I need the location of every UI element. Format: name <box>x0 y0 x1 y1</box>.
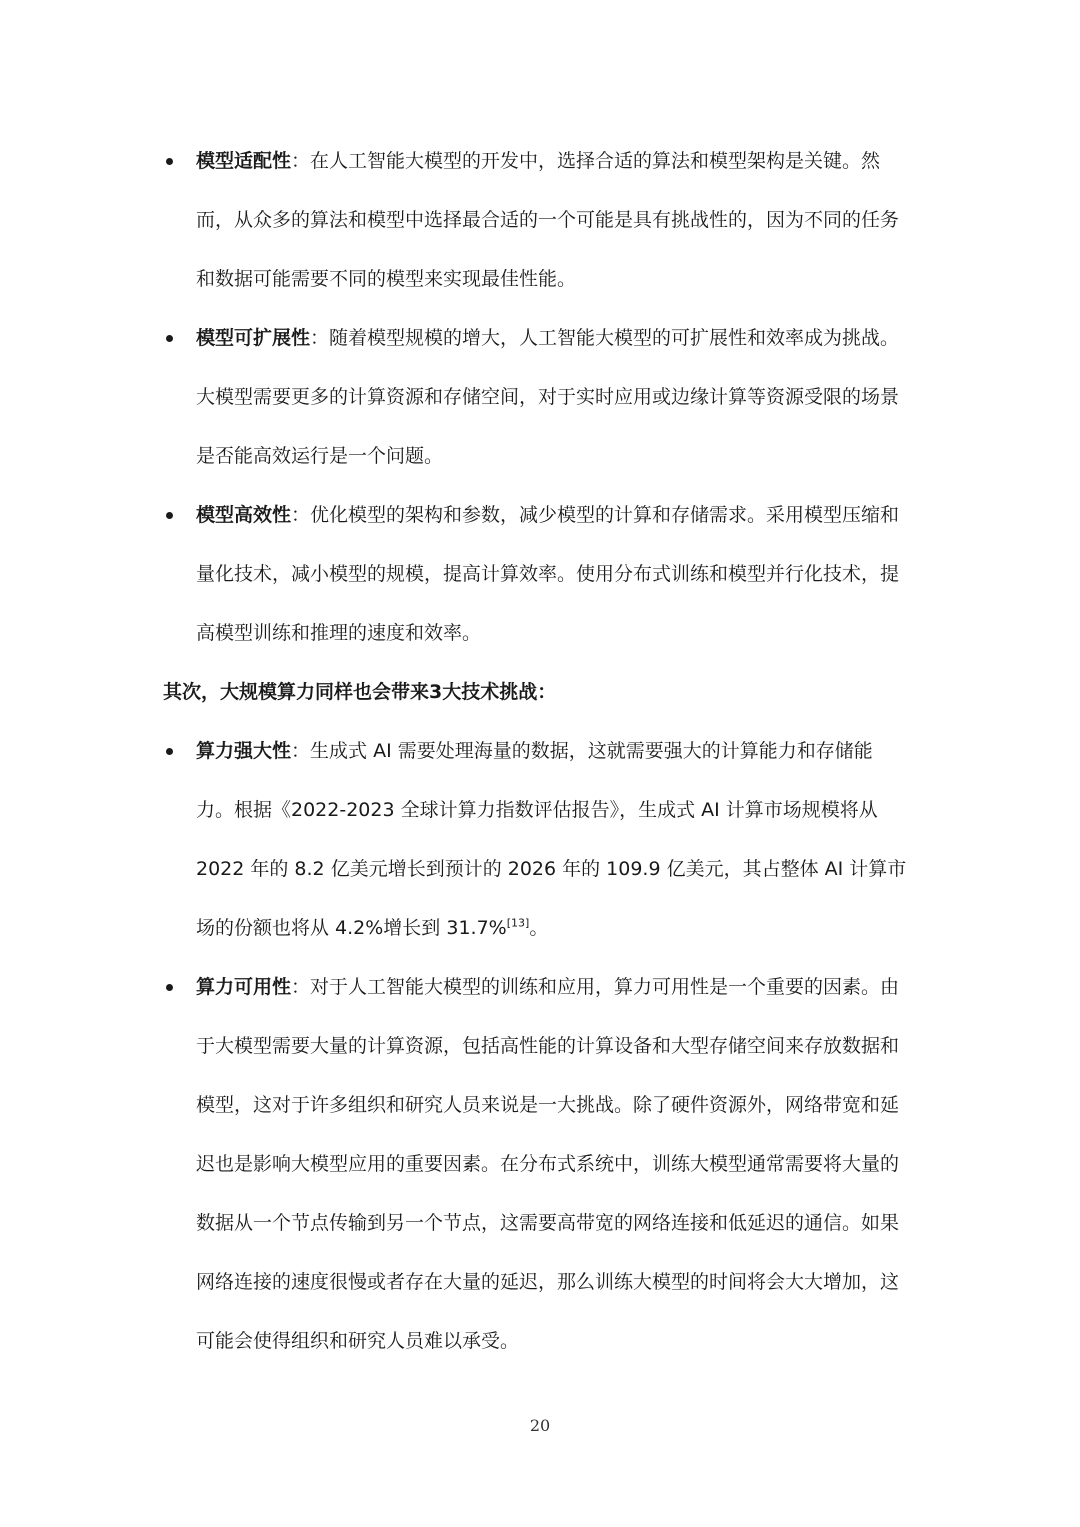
bullet-compute-power <box>163 722 908 958</box>
bullet-separator: ： <box>291 150 311 172</box>
bullet-separator: ： <box>291 740 311 762</box>
bullet-model-scalability <box>163 309 908 486</box>
bullet-text: 优化模型的架构和参数，减少模型的计算和存储需求。采用模型压缩和量化技术，减小模型的规模，提高计算效率。使用分布式训练和模型并行化技术，提高模型训练和推理的速度和效率。 <box>196 504 900 644</box>
bullet-tail: 。 <box>529 917 549 939</box>
bullet-term: 算力可用性 <box>196 976 292 998</box>
bullet-separator: ： <box>291 504 311 526</box>
bullet-term: 算力强大性 <box>196 740 292 762</box>
bullet-dot-icon <box>166 984 173 991</box>
bullet-text: 在人工智能大模型的开发中，选择合适的算法和模型架构是关键。然而，从众多的算法和模型中选择最合适的一个可能是具有挑战性的，因为不同的任务和数据可能需要不同的模型来实现最佳性能。 <box>196 150 900 290</box>
bullet-model-adaptability <box>163 132 908 309</box>
bullet-term: 模型高效性 <box>196 504 292 526</box>
page-content <box>163 132 908 1371</box>
citation-reference: [13] <box>506 916 530 930</box>
bullet-dot-icon <box>166 335 173 342</box>
bullet-dot-icon <box>166 512 173 519</box>
bullet-text: 对于人工智能大模型的训练和应用，算力可用性是一个重要的因素。由于大模型需要大量的计算资源，包括高性能的计算设备和大型存储空间来存放数据和模型，这对于许多组织和研究人员来说是一大挑战。除了硬件资源外，网络带宽和延迟也是影响大模型应用的重要因素。在分布式系统中，训练大模型通常需要将大量的数据从一个节点传输到另一个节点，这需要高带宽的网络连接和低延迟的通信。如果网络连接的速度很慢或者存在大量的延迟，那么训练大模型的时间将会大大增加，这可能会使得组织和研究人员难以承受。 <box>196 976 900 1352</box>
bullet-dot-icon <box>166 748 173 755</box>
bullet-term: 模型可扩展性 <box>196 327 311 349</box>
bullet-text: 随着模型规模的增大，人工智能大模型的可扩展性和效率成为挑战。大模型需要更多的计算资源和存储空间，对于实时应用或边缘计算等资源受限的场景是否能高效运行是一个问题。 <box>196 327 900 467</box>
page-number: 20 <box>529 1416 551 1435</box>
bullet-dot-icon <box>166 158 173 165</box>
bullet-term: 模型适配性 <box>196 150 292 172</box>
bullet-model-efficiency <box>163 486 908 663</box>
bullet-separator: ： <box>291 976 311 998</box>
bullet-compute-availability <box>163 958 908 1371</box>
bullet-text: 生成式 AI 需要处理海量的数据，这就需要强大的计算能力和存储能力。根据《2022-2023 全球计算力指数评估报告》，生成式 AI 计算市场规模将从 2022 年的 8.2 亿美元增长到预计的 2026 年的 109.9 亿美元，其占整体 AI 计算市场的份额也将从 4.2%增长到 31.7% <box>196 740 907 939</box>
bullet-separator: ： <box>310 327 330 349</box>
section-heading: 其次，大规模算力同样也会带来3大技术挑战： <box>163 681 557 703</box>
